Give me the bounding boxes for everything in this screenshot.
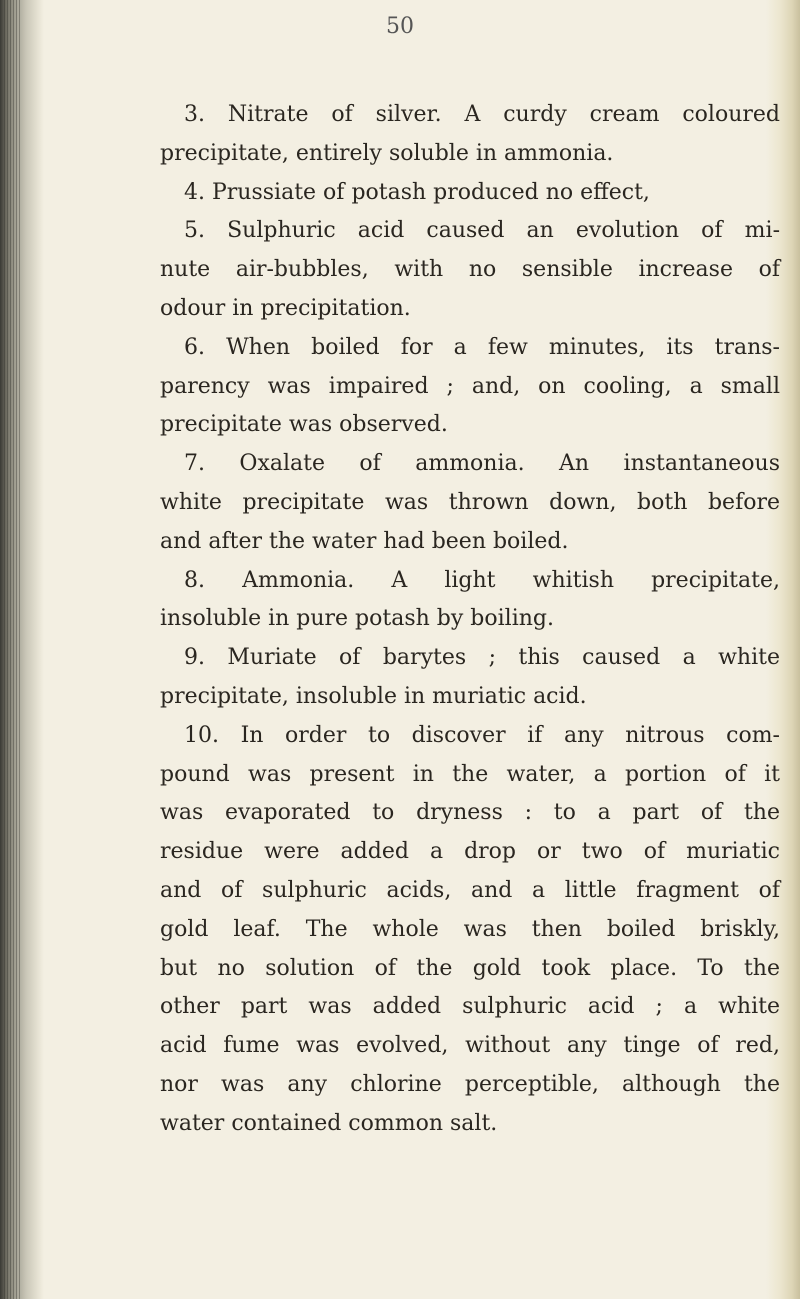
text-line: 10. In order to discover if any nitrous com- [184,722,780,748]
text-line: 7. Oxalate of ammonia. An instantaneous [184,451,780,477]
text-line: precipitate, insoluble in muriatic acid. [160,683,587,709]
text-line: insoluble in pure potash by boiling. [160,606,554,632]
binding-edge [4,0,22,1299]
text-line: nor was any chlorine perceptible, although the [160,1071,780,1097]
page-number: 50 [386,14,414,39]
text-line: 4. Prussiate of potash produced no effect, [184,179,650,205]
text-line: and of sulphuric acids, and a little fragment of [160,877,780,903]
text-line: 3. Nitrate of silver. A curdy cream coloured [184,102,780,127]
text-line: pound was present in the water, a portion of it [160,761,780,787]
text-line: gold leaf. The whole was then boiled briskly, [160,916,780,942]
text-line: nute air-bubbles, with no sensible increase of [160,257,780,283]
text-line: water contained common salt. [160,1110,498,1136]
text-line: 9. Muriate of barytes ; this caused a white [184,645,780,671]
binding-gutter [0,0,44,1299]
text-line: parency was impaired ; and, on cooling, a small [160,373,780,399]
body-text [160,96,780,1144]
text-line: white precipitate was thrown down, both before [160,489,780,515]
text-line: was evaporated to dryness : to a part of the [160,800,780,826]
text-line: acid fume was evolved, without any tinge of red, [160,1033,780,1059]
text-line: other part was added sulphuric acid ; a white [160,994,780,1020]
text-line: precipitate was observed. [160,412,448,438]
text-line: residue were added a drop or two of muriatic [160,839,780,865]
text-line: 8. Ammonia. A light whitish precipitate, [184,567,780,593]
text-line: but no solution of the gold took place. To the [160,955,780,981]
text-line: 5. Sulphuric acid caused an evolution of mi- [184,218,780,244]
text-line: odour in precipitation. [160,295,411,321]
text-line: 6. When boiled for a few minutes, its trans- [184,334,780,360]
text-line: and after the water had been boiled. [160,528,569,554]
text-line: precipitate, entirely soluble in ammonia. [160,140,614,166]
